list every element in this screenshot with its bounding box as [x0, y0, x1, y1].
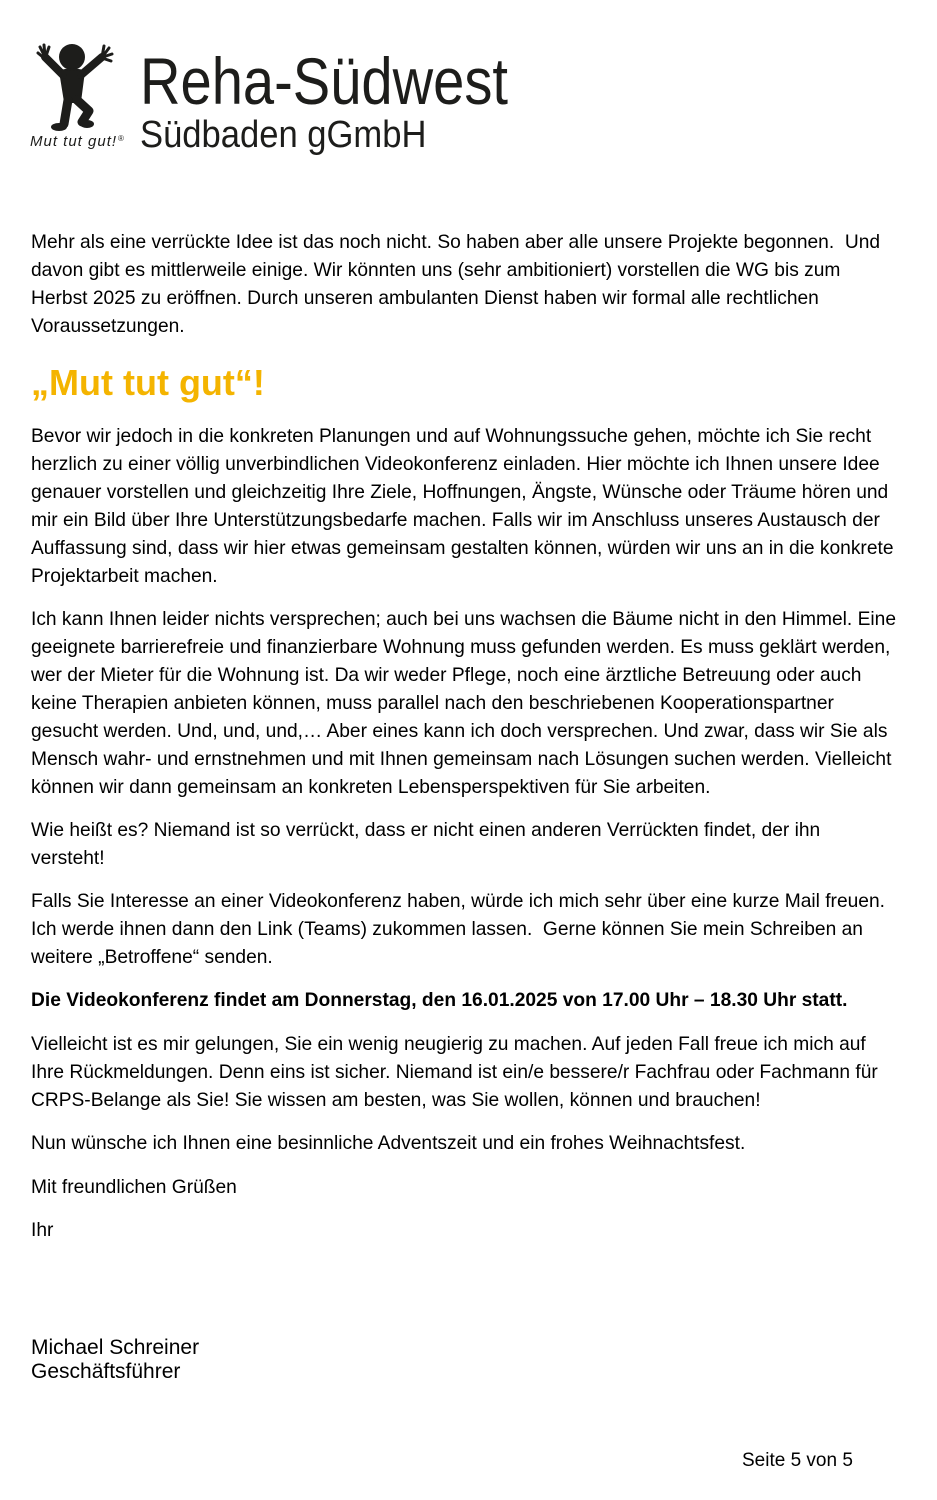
intro-paragraph	[31, 229, 880, 341]
company-subtitle: Südbaden gGmbH	[140, 114, 427, 156]
text-line: Mehr als eine verrückte Idee ist das noch nicht. So haben aber alle unsere Projekte begonnen. Und	[31, 232, 881, 253]
season-greeting	[31, 1130, 745, 1158]
text-line: Bevor wir jedoch in die konkreten Planungen und auf Wohnungssuche gehen, möchte ich Sie recht	[31, 426, 872, 447]
text-line: Ich werde ihnen dann den Link (Teams) zukommen lassen. Gerne können Sie mein Schreiben an	[31, 919, 863, 940]
letter-heading: „Mut tut gut“!	[31, 362, 265, 403]
text-line: Mensch wahr- und ernstnehmen und mit Ihnen gemeinsam nach Lösungen suchen werden. Vielleicht	[31, 749, 892, 770]
text-line: versteht!	[31, 848, 105, 869]
caveats-paragraph	[31, 606, 896, 802]
text-line: Nun wünsche ich Ihnen eine besinnliche Adventszeit und ein frohes Weihnachtsfest.	[31, 1133, 746, 1154]
text-line: Wie heißt es? Niemand ist so verrückt, dass er nicht einen anderen Verrückten findet, der ihn	[31, 820, 821, 841]
figure-head	[59, 44, 85, 70]
figure-left-foot	[51, 123, 67, 131]
text-line: CRPS-Belange als Sie! Sie wissen am besten, was Sie wollen, können und brauchen!	[31, 1090, 761, 1111]
text-line: Herbst 2025 zu eröffnen. Durch unseren ambulanten Dienst haben wir formal alle rechtlichen	[31, 288, 819, 309]
text-line: Projektarbeit machen.	[31, 566, 218, 587]
signatory-name: Michael Schreiner	[31, 1336, 200, 1359]
signature-block	[31, 1336, 199, 1384]
text-line: davon gibt es mittlerweile einige. Wir könnten uns (sehr ambitioniert) vorstellen die WG bis zum	[31, 260, 841, 281]
text-line: keine Therapien anbieten können, muss parallel nach den beschriebenen Kooperationspartner	[31, 693, 834, 714]
text-line: Falls Sie Interesse an einer Videokonferenz haben, würde ich mich sehr über eine kurze Mail freuen.	[31, 891, 885, 912]
meeting-notice	[31, 987, 847, 1015]
text-line: Vielleicht ist es mir gelungen, Sie ein wenig neugierig zu machen. Auf jeden Fall freue ich mich auf	[31, 1034, 866, 1055]
text-line: Ihre Rückmeldungen. Denn eins ist sicher. Niemand ist ein/e bessere/r Fachfrau oder Fachmann für	[31, 1062, 878, 1083]
text-line: genauer vorstellen und gleichzeitig Ihre Ziele, Hoffnungen, Ängste, Wünsche oder Träume hören und	[31, 482, 889, 503]
text-line: Mit freundlichen Grüßen	[31, 1177, 237, 1198]
figure-right-hand	[102, 46, 112, 61]
figure-left-hand	[38, 45, 49, 58]
valediction	[31, 1174, 237, 1202]
figure-left-leg	[64, 100, 68, 124]
company-name: Reha-Südwest	[140, 44, 508, 118]
text-line: Auffassung sind, dass wir hier etwas gemeinsam gestalten können, würden wir uns an in die konkrete	[31, 538, 894, 559]
cheering-figure-icon	[36, 40, 116, 132]
text-line: Ihr	[31, 1220, 54, 1241]
text-line: Voraussetzungen.	[31, 316, 185, 337]
call-to-action-paragraph	[31, 888, 885, 972]
text-line: wer der Mieter für die Wohnung ist. Da wir weder Pflege, noch eine ärztliche Betreuung oder auch	[31, 665, 862, 686]
text-line: können wir dann gemeinsam an konkreten Lebensperspektiven für Sie arbeiten.	[31, 777, 711, 798]
page-indicator: Seite 5 von 5	[742, 1450, 853, 1471]
registered-mark: ®	[118, 134, 124, 143]
logo-slogan	[30, 133, 124, 151]
text-line: herzlich zu einer völlig unverbindlichen Videokonferenz einladen. Hier möchte ich Ihnen unsere Idee	[31, 454, 880, 475]
text-line: mir ein Bild über Ihre Unterstützungsbedarfe machen. Falls wir im Anschluss unseres Austausch der	[31, 510, 880, 531]
invitation-paragraph	[31, 423, 894, 591]
figure-right-leg	[77, 100, 89, 122]
text-line: Die Videokonferenz findet am Donnerstag, den 16.01.2025 von 17.00 Uhr – 18.30 Uhr statt.	[31, 990, 848, 1011]
slogan-text: Mut tut gut!	[30, 133, 118, 150]
signatory-position: Geschäftsführer	[31, 1360, 181, 1383]
text-line: geeignete barrierefreie und finanzierbare Wohnung muss gefunden werden. Es muss geklärt werden,	[31, 637, 891, 658]
quote-paragraph	[31, 817, 820, 873]
text-line: Ich kann Ihnen leider nichts versprechen; auch bei uns wachsen die Bäume nicht in den Himmel. Eine	[31, 609, 896, 630]
text-line: weitere „Betroffene“ senden.	[31, 947, 273, 968]
closing-word	[31, 1217, 53, 1245]
text-line: gesucht werden. Und, und, und,… Aber eines kann ich doch versprechen. Und zwar, dass wir Sie als	[31, 721, 888, 742]
encouragement-paragraph	[31, 1031, 878, 1115]
figure-right-foot	[80, 120, 94, 128]
